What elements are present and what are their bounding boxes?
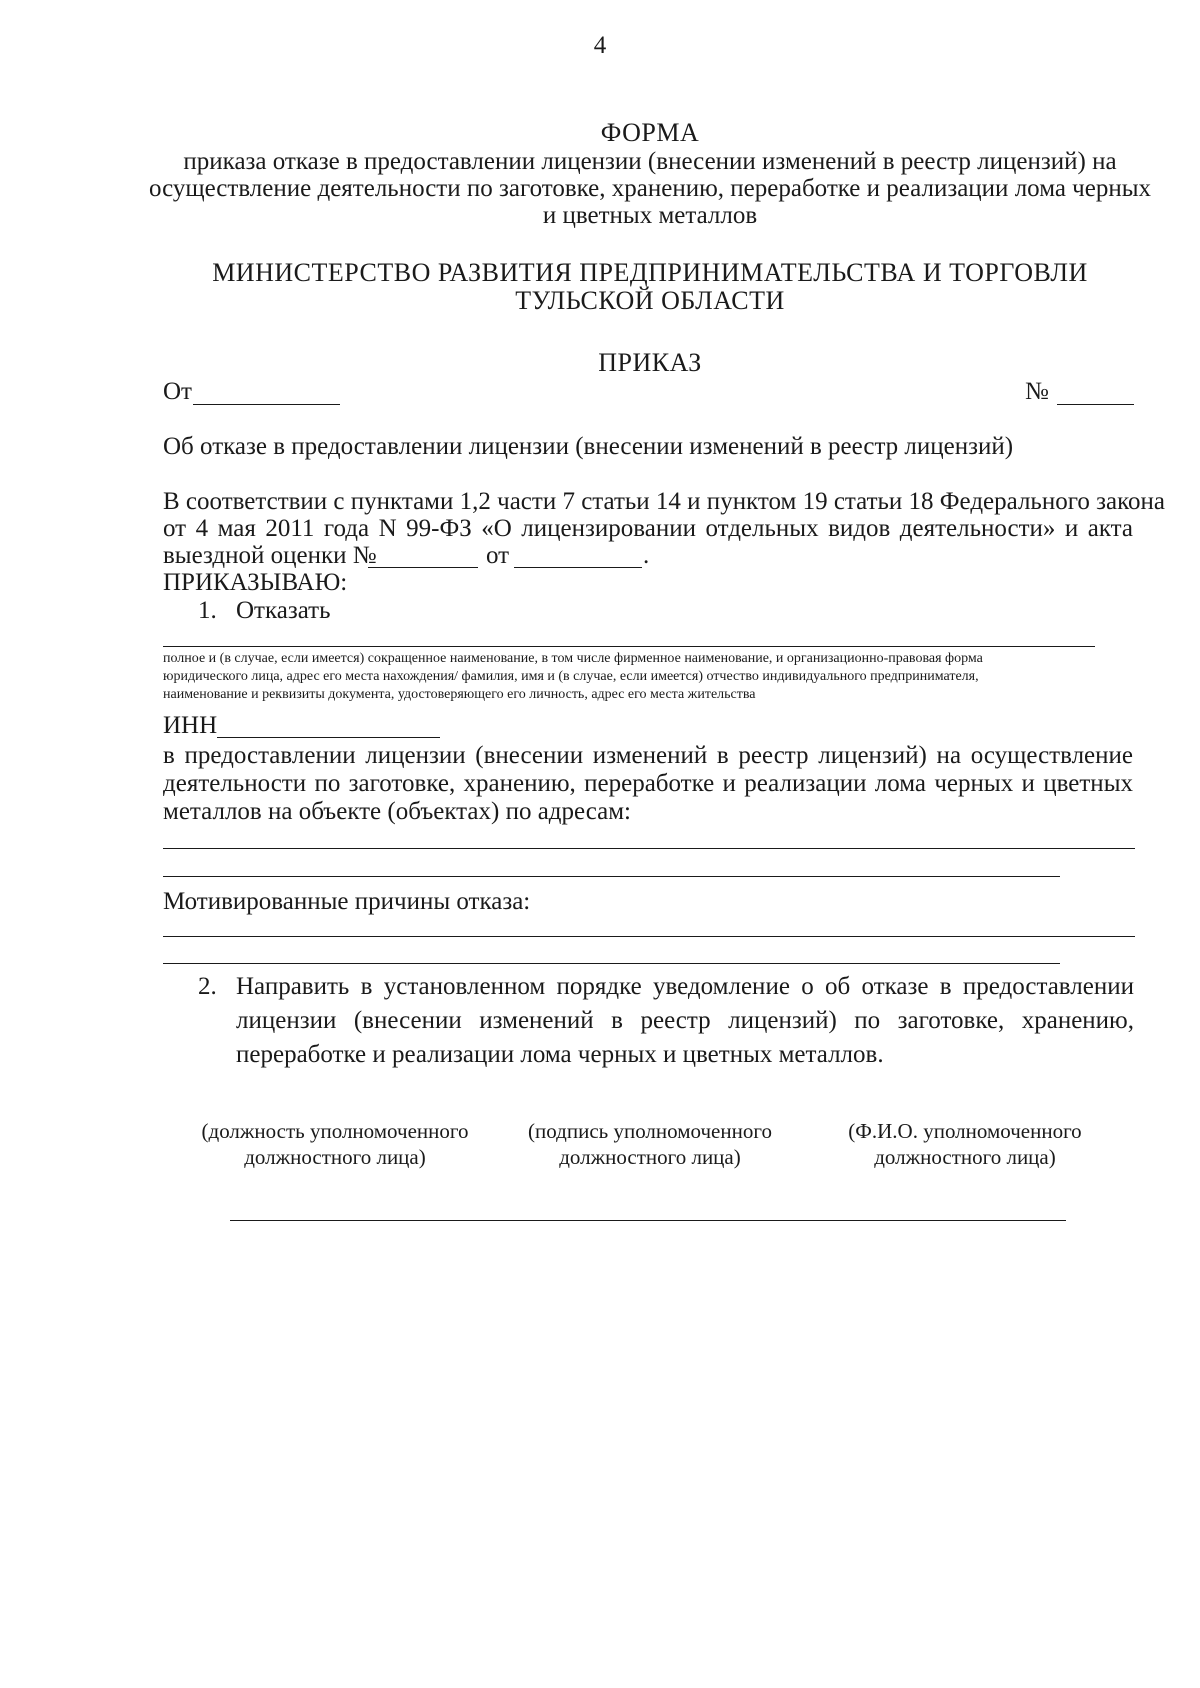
item2-line2: лицензии (внесении изменений в реестр лицензий) по заготовке, хранению, — [236, 1007, 1134, 1034]
inn-field[interactable] — [217, 737, 440, 738]
order-number-field[interactable] — [1057, 404, 1134, 405]
signature-position-line1: (должность уполномоченного — [201, 1119, 469, 1143]
order-subject: Об отказе в предоставлении лицензии (внесении изменений в реестр лицензий) — [163, 433, 1014, 460]
applicant-note-line3: наименование и реквизиты документа, удостоверяющего его личность, адрес его места жительства — [163, 687, 756, 702]
preamble-line3-end: . — [643, 542, 650, 569]
reasons-field-2[interactable] — [163, 963, 1060, 964]
form-subtitle-line2: осуществление деятельности по заготовке, хранению, переработке и реализации лома черных — [148, 175, 1152, 202]
item1-number: 1. — [198, 597, 217, 624]
item2-line3: переработке и реализации лома черных и цветных металлов. — [236, 1041, 884, 1068]
address-field-1[interactable] — [163, 848, 1135, 849]
address-field-2[interactable] — [163, 876, 1060, 877]
assessment-date-field[interactable] — [514, 567, 642, 568]
form-title: ФОРМА — [600, 118, 700, 147]
reasons-field-1[interactable] — [163, 936, 1135, 937]
item2-number: 2. — [198, 973, 217, 1000]
order-date-label: От — [163, 378, 192, 405]
page-number: 4 — [593, 32, 607, 59]
signature-line[interactable] — [230, 1220, 1066, 1221]
signature-position-line2: должностного лица) — [244, 1145, 426, 1169]
signature-fio-line2: должностного лица) — [874, 1145, 1056, 1169]
ministry-line1: МИНИСТЕРСТВО РАЗВИТИЯ ПРЕДПРИНИМАТЕЛЬСТВА И ТОРГОВЛИ — [212, 258, 1088, 287]
form-subtitle-line1: приказа отказе в предоставлении лицензии (внесении изменений в реестр лицензий) на — [183, 148, 1117, 175]
order-title: ПРИКАЗ — [598, 348, 702, 377]
inn-label: ИНН — [163, 712, 218, 739]
order-date-field[interactable] — [193, 404, 340, 405]
item1-body-line3: металлов на объекте (объектах) по адресам: — [163, 798, 631, 825]
decree-label: ПРИКАЗЫВАЮ: — [163, 569, 348, 596]
preamble-line2: от 4 мая 2011 года N 99-ФЗ «О лицензировании отдельных видов деятельности» и акта — [163, 515, 1133, 542]
preamble-line3-prefix: выездной оценки № — [163, 542, 377, 569]
preamble-line1: В соответствии с пунктами 1,2 части 7 статьи 14 и пунктом 19 статьи 18 Федерального закона — [163, 488, 1165, 515]
ministry-line2: ТУЛЬСКОЙ ОБЛАСТИ — [515, 286, 785, 315]
order-number-label: № — [1025, 378, 1049, 405]
signature-position-caption — [180, 1118, 490, 1170]
applicant-name-field[interactable] — [163, 646, 1095, 647]
assessment-number-field[interactable] — [368, 567, 478, 568]
item2-line1: Направить в установленном порядке уведомление о об отказе в предоставлении — [236, 973, 1134, 1000]
reasons-label: Мотивированные причины отказа: — [163, 888, 531, 915]
form-subtitle-line3: и цветных металлов — [542, 202, 758, 229]
signature-fio-caption — [810, 1118, 1120, 1170]
applicant-note-line2: юридического лица, адрес его места нахождения/ фамилия, имя и (в случае, если имеется) отчество индивидуального предпринимателя, — [163, 669, 979, 684]
item1-text: Отказать — [236, 597, 331, 624]
preamble-line3-mid: от — [486, 542, 510, 569]
item1-body-line2: деятельности по заготовке, хранению, переработке и реализации лома черных и цветных — [163, 770, 1133, 797]
item1-body-line1: в предоставлении лицензии (внесении изменений в реестр лицензий) на осуществление — [163, 742, 1133, 769]
signature-sign-line2: должностного лица) — [559, 1145, 741, 1169]
signature-sign-line1: (подпись уполномоченного — [528, 1119, 772, 1143]
signature-sign-caption — [500, 1118, 800, 1170]
applicant-note-line1: полное и (в случае, если имеется) сокращенное наименование, в том числе фирменное наименование, и организационно-правовая форма — [163, 651, 983, 666]
signature-fio-line1: (Ф.И.О. уполномоченного — [848, 1119, 1082, 1143]
